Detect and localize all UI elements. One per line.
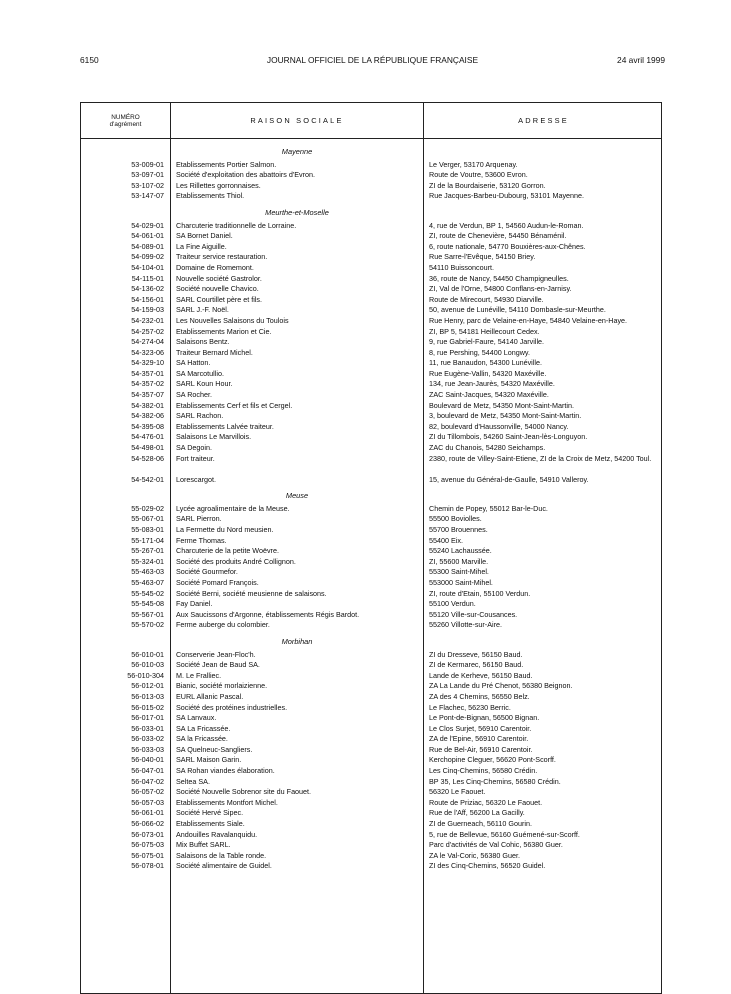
table-row <box>81 819 661 830</box>
company-name: Bianic, société morlaizienne. <box>176 681 268 691</box>
approval-number: 56-012-01 <box>131 681 164 691</box>
company-address: ZI de Kermarec, 56150 Baud. <box>429 660 524 670</box>
approval-number: 54-159-03 <box>131 305 164 315</box>
company-name: Salaisons Le Marvillois. <box>176 432 252 442</box>
approval-number: 55-545-02 <box>131 588 164 598</box>
company-address: ZA le Val-Coric, 56380 Guer. <box>429 850 520 860</box>
company-name: SA Marcotullio. <box>176 368 224 378</box>
company-name: Société Nouvelle Sobrenor site du Faouet. <box>176 787 312 797</box>
page-number: 6150 <box>80 55 99 65</box>
table-row <box>81 766 661 777</box>
company-address: 55100 Verdun. <box>429 599 476 609</box>
company-address: 5, rue de Bellevue, 56160 Guémené-sur-Scorff. <box>429 829 580 839</box>
approval-number: 55-463-03 <box>131 567 164 577</box>
col-header-number <box>81 103 170 138</box>
company-address: 55500 Boviolles. <box>429 514 482 524</box>
approval-number: 54-029-01 <box>131 220 164 230</box>
approval-number: 55-463-07 <box>131 577 164 587</box>
table-row <box>81 295 661 306</box>
table-row <box>81 840 661 851</box>
company-name: Lorescargot. <box>176 474 216 484</box>
company-name: Charcuterie de la petite Woëvre. <box>176 546 279 556</box>
approval-number: 54-274-04 <box>131 337 164 347</box>
approval-number: 56-057-02 <box>131 787 164 797</box>
company-name: SARL J.-F. Noël. <box>176 305 229 315</box>
company-address: 134, rue Jean-Jaurès, 54320 Maxéville. <box>429 379 555 389</box>
table-row <box>81 432 661 443</box>
company-name: Les Rillettes gorronnaises. <box>176 180 261 190</box>
table-row <box>81 578 661 589</box>
approval-number: 56-015-02 <box>131 702 164 712</box>
table-row <box>81 379 661 390</box>
table-row <box>81 242 661 253</box>
approval-number: 55-029-02 <box>131 503 164 513</box>
company-address: 553000 Saint-Mihel. <box>429 577 493 587</box>
approval-number: 56-078-01 <box>131 861 164 871</box>
company-name: Aux Saucissons d'Argonne, établissements Régis Bardot. <box>176 609 360 619</box>
company-address: ZI de la Bourdaiserie, 53120 Gorron. <box>429 180 546 190</box>
approval-number: 56-073-01 <box>131 829 164 839</box>
company-address: Le Clos Surjet, 56910 Carentoir. <box>429 723 532 733</box>
company-name: Conserverie Jean-Floc'h. <box>176 649 256 659</box>
company-address: ZI, BP 5, 54181 Heillecourt Cedex. <box>429 326 540 336</box>
company-name: Société Hervé Sipec. <box>176 808 244 818</box>
page-header <box>80 55 665 67</box>
approval-number: 54-382-01 <box>131 400 164 410</box>
table-row <box>81 525 661 536</box>
company-name: Seltea SA. <box>176 776 210 786</box>
approval-number: 54-476-01 <box>131 432 164 442</box>
company-name: Ferme auberge du colombier. <box>176 620 270 630</box>
table-row <box>81 160 661 171</box>
table-row <box>81 305 661 316</box>
approval-number: 54-542-01 <box>131 474 164 484</box>
table-header <box>81 103 661 139</box>
journal-title: JOURNAL OFFICIEL DE LA RÉPUBLIQUE FRANÇAISE <box>266 55 479 65</box>
department-name: Meurthe-et-Moselle <box>265 207 329 217</box>
approval-number: 55-324-01 <box>131 556 164 566</box>
table-row <box>81 830 661 841</box>
department-heading <box>81 635 661 650</box>
company-name: Etablissements Montfort Michel. <box>176 797 278 807</box>
company-name: SA Quelneuc-Sangliers. <box>176 744 253 754</box>
approval-number: 54-382-06 <box>131 411 164 421</box>
approval-number: 56-061-01 <box>131 808 164 818</box>
company-name: Ferme Thomas. <box>176 535 227 545</box>
company-address: ZI, route de Chenevière, 54450 Bénaménil. <box>429 231 567 241</box>
company-address: ZA des 4 Chemins, 56550 Belz. <box>429 691 530 701</box>
company-address: ZI des Cinq-Chemins, 56520 Guidel. <box>429 861 546 871</box>
approval-number: 56-075-01 <box>131 850 164 860</box>
company-address: ZI, Val de l'Orne, 54800 Conflans-en-Jarnisy. <box>429 284 572 294</box>
company-address: 15, avenue du Général-de-Gaulle, 54910 Valleroy. <box>429 474 589 484</box>
table-row <box>81 861 661 872</box>
approval-number: 54-061-01 <box>131 231 164 241</box>
company-address: Lande de Kerheve, 56150 Baud. <box>429 670 533 680</box>
company-name: Société d'exploitation des abattoirs d'Evron. <box>176 170 315 180</box>
company-address: Le Pont-de-Bignan, 56500 Bignan. <box>429 713 540 723</box>
approval-number: 54-232-01 <box>131 315 164 325</box>
approval-number: 55-067-01 <box>131 514 164 524</box>
approval-number: 56-040-01 <box>131 755 164 765</box>
company-name: Société alimentaire de Guidel. <box>176 861 272 871</box>
table-row <box>81 724 661 735</box>
company-address: 11, rue Banaudon, 54300 Lunéville. <box>429 358 542 368</box>
company-name: M. Le Fralliec. <box>176 670 222 680</box>
company-address: Le Flachec, 56230 Berric. <box>429 702 511 712</box>
company-address: ZI du Dresseve, 56150 Baud. <box>429 649 523 659</box>
table-row <box>81 660 661 671</box>
company-address: Rue Henry, parc de Velaine-en-Haye, 54840 Velaine-en-Haye. <box>429 315 628 325</box>
company-name: Traiteur Bernard Michel. <box>176 347 253 357</box>
table-row <box>81 567 661 578</box>
table-row <box>81 787 661 798</box>
department-name: Morbihan <box>281 636 313 646</box>
company-name: SARL Courtillet père et fils. <box>176 294 263 304</box>
company-address: 55400 Eix. <box>429 535 463 545</box>
company-name: SA Degoin. <box>176 443 212 453</box>
department-heading <box>81 489 661 504</box>
company-name: SA la Fricassée. <box>176 734 228 744</box>
table-row <box>81 327 661 338</box>
approval-number: 56-013-03 <box>131 691 164 701</box>
company-name: SARL Koun Hour. <box>176 379 233 389</box>
company-address: Rue de Bel-Air, 56910 Carentoir. <box>429 744 533 754</box>
approval-number: 54-136-02 <box>131 284 164 294</box>
company-address: 3, boulevard de Metz, 54350 Mont-Saint-Martin. <box>429 411 582 421</box>
approval-number: 53-147-07 <box>131 191 164 201</box>
department-name: Mayenne <box>281 147 313 156</box>
company-address: ZI, route d'Etain, 55100 Verdun. <box>429 588 531 598</box>
company-name: Les Nouvelles Salaisons du Toulois <box>176 315 289 325</box>
approval-number: 55-570-02 <box>131 620 164 630</box>
approval-number: 55-083-01 <box>131 525 164 534</box>
approval-number: 56-010-304 <box>127 670 164 680</box>
col-header-number-line2: d'agrément <box>109 120 142 128</box>
company-address: 8, rue Pershing, 54400 Longwy. <box>429 347 530 357</box>
company-name: Etablissements Siale. <box>176 819 245 829</box>
company-name: SA Hatton. <box>176 358 211 368</box>
company-address: Parc d'activités de Val Cohic, 56380 Guer. <box>429 840 563 850</box>
approval-number: 53-097-01 <box>131 170 164 180</box>
table-row <box>81 401 661 412</box>
table-row <box>81 798 661 809</box>
approval-number: 54-323-06 <box>131 347 164 357</box>
department-heading <box>81 145 661 160</box>
approval-number: 54-329-10 <box>131 358 164 368</box>
table-row <box>81 422 661 433</box>
table-row <box>81 599 661 610</box>
company-name: Charcuterie traditionnelle de Lorraine. <box>176 220 297 230</box>
company-name: La Fine Aiguille. <box>176 241 227 251</box>
company-address: 55260 Villotte-sur-Aire. <box>429 620 502 630</box>
company-address: ZA La Lande du Pré Chenot, 56380 Beignon. <box>429 681 573 691</box>
approval-number: 53-107-02 <box>131 180 164 190</box>
company-name: EURL Allanic Pascal. <box>176 691 244 701</box>
approval-number: 56-010-03 <box>131 660 164 670</box>
company-name: Société Jean de Baud SA. <box>176 660 260 670</box>
company-name: Nouvelle société Gastrolor. <box>176 273 262 283</box>
table-row <box>81 221 661 232</box>
table-row <box>81 274 661 285</box>
approval-number: 54-528-06 <box>131 453 164 463</box>
company-address: 82, boulevard d'Haussonville, 54000 Nancy. <box>429 421 569 431</box>
company-name: Etablissements Cerf et fils et Cergel. <box>176 400 293 410</box>
company-address: Les Cinq-Chemins, 56580 Crédin. <box>429 766 538 776</box>
company-name: SARL Maison Garin. <box>176 755 242 765</box>
company-name: Société Gourmefor. <box>176 567 238 577</box>
company-name: Etablissements Portier Salmon. <box>176 159 277 169</box>
company-name: Traiteur service restauration. <box>176 252 268 262</box>
company-name: Lycée agroalimentaire de la Meuse. <box>176 503 290 513</box>
approval-number: 56-010-01 <box>131 649 164 659</box>
company-address: Rue Sarre-l'Evêque, 54150 Briey. <box>429 252 536 262</box>
company-address: 9, rue Gabriel-Faure, 54140 Jarville. <box>429 337 545 347</box>
table-row <box>81 316 661 327</box>
table-row <box>81 348 661 359</box>
table-row <box>81 557 661 568</box>
company-address: ZI du Tillombois, 54260 Saint-Jean-lès-Longuyon. <box>429 432 588 442</box>
company-name: Domaine de Romemont. <box>176 262 254 272</box>
table-row <box>81 358 661 369</box>
approval-number: 54-357-01 <box>131 368 164 378</box>
company-address: ZAC Saint-Jacques, 54320 Maxéville. <box>429 390 549 400</box>
table-row <box>81 851 661 862</box>
company-address: 6, route nationale, 54770 Bouxières-aux-Chênes. <box>429 241 586 251</box>
table-row <box>81 369 661 380</box>
table-row <box>81 671 661 682</box>
company-name: SA Bornet Daniel. <box>176 231 233 241</box>
company-name: Etablissements Lalvée traiteur. <box>176 421 274 431</box>
company-address: Boulevard de Metz, 54350 Mont-Saint-Martin. <box>429 400 575 410</box>
table-row <box>81 411 661 422</box>
company-address: 50, avenue de Lunéville, 54110 Dombasle-sur-Meurthe. <box>429 305 606 315</box>
company-name: Société des produits André Collignon. <box>176 556 296 566</box>
table-row <box>81 620 661 631</box>
table-row <box>81 536 661 547</box>
company-name: Fay Daniel. <box>176 599 213 609</box>
table-row <box>81 681 661 692</box>
company-name: SARL Pierron. <box>176 514 222 524</box>
table-row <box>81 454 661 475</box>
company-name: SA La Fricassée. <box>176 723 231 733</box>
publication-date: 24 avril 1999 <box>617 55 665 65</box>
approval-number: 55-567-01 <box>131 609 164 619</box>
company-address: Route de Voutre, 53600 Evron. <box>429 170 528 180</box>
company-address: ZA de l'Epine, 56910 Carentoir. <box>429 734 529 744</box>
company-name: Société Berni, société meusienne de salaisons. <box>176 588 327 598</box>
company-address: ZI de Guerneach, 56110 Gourin. <box>429 819 532 829</box>
company-name: Salaisons de la Table ronde. <box>176 850 267 860</box>
table-row <box>81 181 661 192</box>
company-address: 56320 Le Faouet. <box>429 787 486 797</box>
table-row <box>81 546 661 557</box>
company-name: Société Pomard François. <box>176 577 259 587</box>
company-name: Andouilles Ravalanquidu. <box>176 829 258 839</box>
approval-number: 53-009-01 <box>131 159 164 169</box>
table-row <box>81 734 661 745</box>
table-row <box>81 745 661 756</box>
col-header-company-name: RAISON SOCIALE <box>250 116 344 125</box>
table-row <box>81 713 661 724</box>
table-row <box>81 231 661 242</box>
approval-number: 56-066-02 <box>131 819 164 829</box>
company-address: 55700 Brouennes. <box>429 525 488 534</box>
table-row <box>81 692 661 703</box>
company-address: Chemin de Popey, 55012 Bar-le-Duc. <box>429 503 548 513</box>
approval-number: 56-047-01 <box>131 766 164 776</box>
table-row <box>81 777 661 788</box>
company-name: Mix Buffet SARL. <box>176 840 231 850</box>
table-row <box>81 589 661 600</box>
company-address: 55300 Saint-Mihel. <box>429 567 489 577</box>
approval-number: 56-047-02 <box>131 776 164 786</box>
company-address: 36, route de Nancy, 54450 Champigneulles. <box>429 273 569 283</box>
company-address: 4, rue de Verdun, BP 1, 54560 Audun-le-Roman. <box>429 220 584 230</box>
company-name: SA Rocher. <box>176 390 212 400</box>
table-row <box>81 263 661 274</box>
company-name: Fort traiteur. <box>176 453 215 463</box>
company-address: Rue Jacques-Barbeu-Dubourg, 53101 Mayenne. <box>429 191 585 201</box>
approval-number: 54-099-02 <box>131 252 164 262</box>
approval-number: 56-033-03 <box>131 744 164 754</box>
approval-number: 56-033-01 <box>131 723 164 733</box>
company-address: BP 35, Les Cinq-Chemins, 56580 Crédin. <box>429 776 561 786</box>
department-name: Meuse <box>285 491 309 501</box>
table-row <box>81 337 661 348</box>
table-row <box>81 504 661 515</box>
approval-table <box>80 102 662 994</box>
approval-number: 54-498-01 <box>131 443 164 453</box>
table-row <box>81 390 661 401</box>
company-name: SA Lanvaux. <box>176 713 217 723</box>
table-row <box>81 284 661 295</box>
company-name: SARL Rachon. <box>176 411 224 421</box>
company-address: Route de Priziac, 56320 Le Faouet. <box>429 797 543 807</box>
company-address: Route de Mirecourt, 54930 Diarville. <box>429 294 544 304</box>
approval-number: 54-357-02 <box>131 379 164 389</box>
table-row <box>81 650 661 661</box>
company-address: 55240 Lachaussée. <box>429 546 492 556</box>
col-header-number-line1: NUMÉRO <box>111 113 140 121</box>
table-row <box>81 170 661 181</box>
company-address: Kerchopine Cleguer, 56620 Pont-Scorff. <box>429 755 556 765</box>
company-address: ZI, 55600 Marville. <box>429 556 489 566</box>
approval-number: 56-017-01 <box>131 713 164 723</box>
company-address: Rue Eugène-Vallin, 54320 Maxéville. <box>429 368 547 378</box>
approval-number: 55-545-08 <box>131 599 164 609</box>
approval-number: 54-395-08 <box>131 421 164 431</box>
company-name: La Fermette du Nord meusien. <box>176 525 274 534</box>
approval-number: 54-089-01 <box>131 241 164 251</box>
company-address: 54110 Buissoncourt. <box>429 262 494 272</box>
department-heading <box>81 206 661 221</box>
company-name: SA Rohan viandes élaboration. <box>176 766 275 776</box>
company-address: ZAC du Chanois, 54280 Seichamps. <box>429 443 546 453</box>
company-name: Société nouvelle Chavico. <box>176 284 259 294</box>
table-row <box>81 252 661 263</box>
table-row <box>81 514 661 525</box>
approval-number: 54-257-02 <box>131 326 164 336</box>
company-address: 55120 Ville-sur-Cousances. <box>429 609 518 619</box>
table-row <box>81 610 661 621</box>
table-row <box>81 443 661 454</box>
table-row <box>81 191 661 202</box>
company-name: Etablissements Marion et Cie. <box>176 326 272 336</box>
approval-number: 55-171-04 <box>131 535 164 545</box>
approval-number: 55-267-01 <box>131 546 164 556</box>
table-body <box>81 145 661 872</box>
approval-number: 54-357-07 <box>131 390 164 400</box>
table-row <box>81 808 661 819</box>
table-row <box>81 703 661 714</box>
col-header-address: ADRESSE <box>518 116 569 125</box>
approval-number: 56-057-03 <box>131 797 164 807</box>
approval-number: 56-075-03 <box>131 840 164 850</box>
company-address: Rue de l'Aff, 56200 La Gacilly. <box>429 808 525 818</box>
company-address: Le Verger, 53170 Arquenay. <box>429 159 518 169</box>
table-row <box>81 755 661 766</box>
company-name: Société des protéines industrielles. <box>176 702 288 712</box>
company-name: Salaisons Bentz. <box>176 337 230 347</box>
approval-number: 56-033-02 <box>131 734 164 744</box>
company-address: 2380, route de Villey-Saint-Etiene, ZI de la Croix de Metz, 54200 Toul. <box>429 453 652 463</box>
approval-number: 54-104-01 <box>131 262 164 272</box>
table-row <box>81 475 661 486</box>
approval-number: 54-156-01 <box>131 294 164 304</box>
approval-number: 54-115-01 <box>131 273 164 283</box>
company-name: Etablissements Thiol. <box>176 191 245 201</box>
